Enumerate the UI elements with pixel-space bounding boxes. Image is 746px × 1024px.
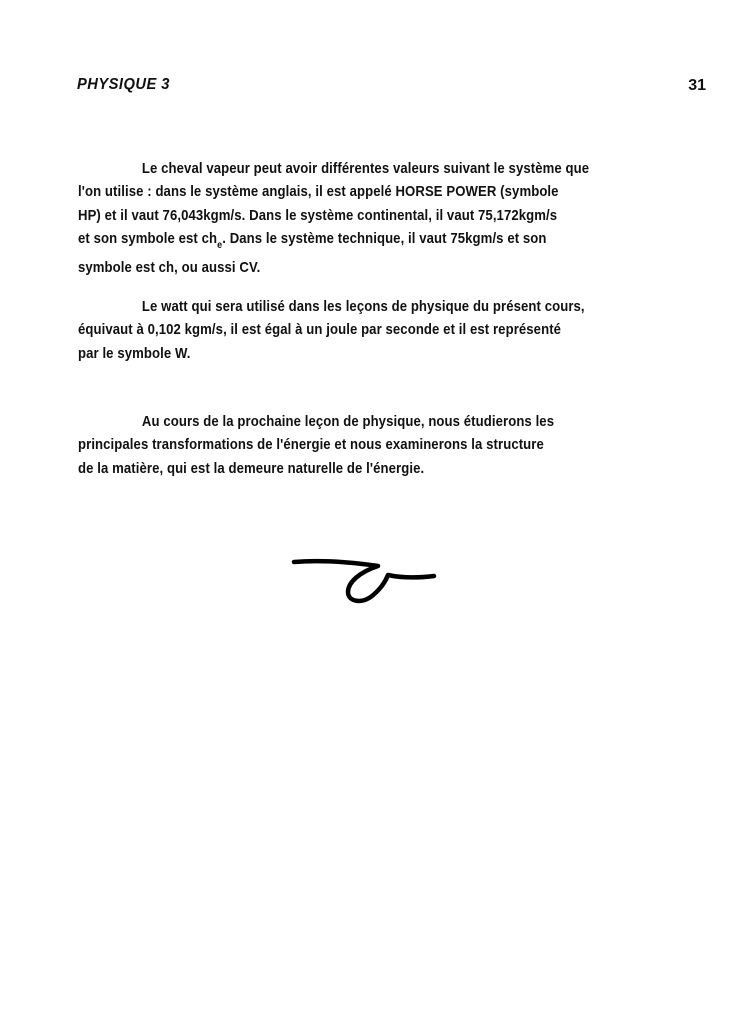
running-header-title: PHYSIQUE 3 bbox=[77, 76, 170, 93]
paragraph-line: Le cheval vapeur peut avoir différentes valeurs suivant le système que bbox=[141, 161, 590, 177]
paragraph-line: équivaut à 0,102 kgm/s, il est égal à un joule par seconde et il est représenté bbox=[78, 322, 562, 339]
paragraph-watt bbox=[78, 296, 708, 366]
paragraph-line: symbole est ch, ou aussi CV. bbox=[78, 260, 261, 277]
end-flourish-icon bbox=[290, 548, 440, 608]
paragraph-line: Le watt qui sera utilisé dans les leçons de physique du présent cours, bbox=[141, 299, 585, 315]
page-number: 31 bbox=[688, 77, 706, 94]
paragraph-line: de la matière, qui est la demeure naturelle de l'énergie. bbox=[78, 460, 425, 477]
paragraph-line: par le symbole W. bbox=[78, 345, 191, 362]
paragraph-line: l'on utilise : dans le système anglais, il est appelé HORSE POWER (symbole bbox=[78, 184, 559, 201]
line-text: et son symbole est ch bbox=[78, 230, 218, 247]
paragraph-line: HP) et il vaut 76,043kgm/s. Dans le système continental, il vaut 75,172kgm/s bbox=[78, 207, 558, 224]
paragraph-horsepower bbox=[78, 158, 708, 280]
paragraph-next-lesson bbox=[78, 411, 708, 481]
paragraph-line: Au cours de la prochaine leçon de physique, nous étudierons les bbox=[141, 414, 555, 430]
paragraph-line: principales transformations de l'énergie et nous examinerons la structure bbox=[78, 437, 544, 454]
subscript: e bbox=[217, 239, 223, 251]
line-text: . Dans le système technique, il vaut 75kgm/s et son bbox=[222, 230, 547, 247]
paragraph-line-with-subscript bbox=[78, 228, 708, 257]
